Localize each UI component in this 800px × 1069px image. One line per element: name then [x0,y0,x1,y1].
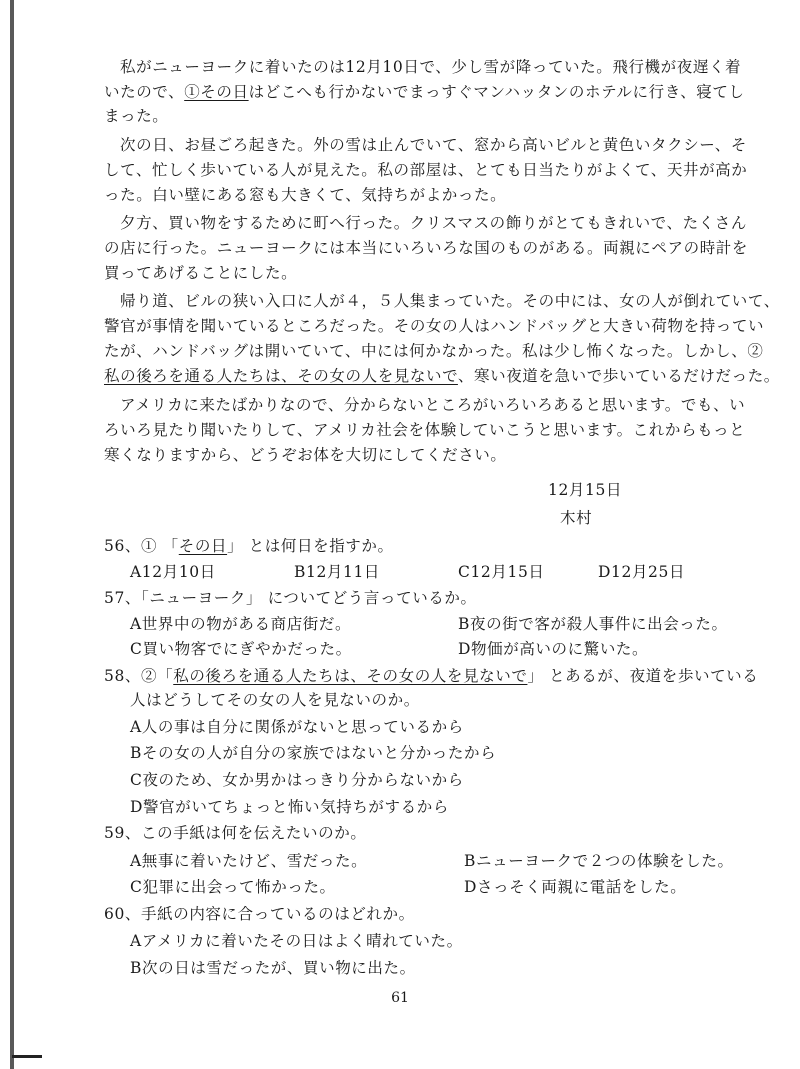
letter-p4-line1: 帰り道、ビルの狭い入口に人が４，５人集まっていた。その中には、女の人が倒れていて、 [120,292,780,310]
question-58: 58、②「私の後ろを通る人たちは、その女の人を見ないで」 とあるが、夜道を歩いている [104,667,759,685]
q56-option-a: A12月10日 [130,563,216,581]
q58-option-a: A人の事は自分に関係がないと思っているから [130,718,464,736]
letter-p5-line1: アメリカに来たばかりなので、分からないところがいろいろあると思います。でも、い [120,396,746,414]
q59-option-c: C犯罪に出会って怖かった。 [130,878,336,896]
letter-signature: 木村 [560,509,593,527]
q56-option-d: D12月25日 [598,563,686,581]
letter-p5-line2: ろいろ見たり聞いたりして、アメリカ社会を体験していこうと思います。これからもっと [104,421,746,439]
q59-option-d: Dさっそく両親に電話をした。 [464,878,687,896]
letter-p2-line1: 次の日、お昼ごろ起きた。外の雪は止んでいて、窓から高いビルと黄色いタクシー、そ [120,136,747,154]
question-59: 59、この手紙は何を伝えたいのか。 [104,824,367,842]
letter-p2-line2: して、忙しく歩いている人が見えた。私の部屋は、とても日当たりがよくて、天井が高か [104,161,748,179]
q57-option-b: B夜の街で客が殺人事件に出会った。 [458,615,728,633]
q58-option-b: Bその女の人が自分の家族ではないと分かったから [130,744,497,762]
q58-option-d: D警官がいてちょっと怖い気持ちがするから [130,798,449,816]
page-number: 61 [391,990,409,1006]
question-60: 60、手紙の内容に合っているのはどれか。 [104,905,415,923]
question-57: 57、「ニューヨーク」 についてどう言っているか。 [104,589,477,607]
letter-p3-line1: 夕方、買い物をするために町へ行った。クリスマスの飾りがとてもきれいで、たくさん [120,214,747,232]
letter-p1-line3: まった。 [104,107,169,125]
letter-date: 12月15日 [548,481,623,499]
letter-p3-line2: の店に行った。ニューヨークには本当にいろいろな国のものがある。両親にペアの時計を [104,239,749,257]
question-58-line2: 人はどうしてその女の人を見ないのか。 [130,691,420,709]
letter-p5-line3: 寒くなりますから、どうぞお体を大切にしてください。 [104,446,507,464]
letter-p4-line2: 警官が事情を聞いているところだった。その女の人はハンドバッグと大きい荷物を持ってい [104,317,765,335]
letter-p4-line3: たが、ハンドバッグは開いていて、中には何かなかった。私は少し怖くなった。しかし、② [104,342,764,360]
letter-p1-line1: 私がニューヨークに着いたのは12月10日で、少し雪が降っていた。飛行機が夜遅く着 [120,58,742,76]
q60-option-a: Aアメリカに着いたその日はよく晴れていた。 [130,932,463,950]
underlined-sono-hi: ①その日 [184,83,249,101]
q60-option-b: B次の日は雪だったが、買い物に出た。 [130,959,416,977]
letter-p3-line3: 買ってあげることにした。 [104,264,298,282]
q59-option-b: Bニューヨークで２つの体験をした。 [464,852,734,870]
binding-corner-mark [12,1055,42,1058]
question-56: 56、① 「その日」 とは何日を指すか。 [104,537,394,555]
q56-option-b: B12月11日 [294,563,381,581]
letter-p4-line4: 私の後ろを通る人たちは、その女の人を見ないで、寒い夜道を急いで歩いているだけだった。 [104,367,780,385]
q59-option-a: A無事に着いたけど、雪だった。 [130,852,368,870]
q57-option-c: C買い物客でにぎやかだった。 [130,640,352,658]
letter-p1-line2: いたので、①その日はどこへも行かないでまっすぐマンハッタンのホテルに行き、寝てし [104,83,745,101]
q57-option-a: A世界中の物がある商店街だ。 [130,615,352,633]
q56-option-c: C12月15日 [458,563,545,581]
q57-option-d: D物価が高いのに驚いた。 [458,640,649,658]
underlined-phrase-2: 私の後ろを通る人たちは、その女の人を見ないで [104,367,458,385]
binding-shadow [10,0,14,1069]
letter-p2-line3: った。白い壁にある窓も大きくて、気持ちがよかった。 [104,186,507,204]
q58-option-c: C夜のため、女か男かはっきり分からないから [130,771,464,789]
